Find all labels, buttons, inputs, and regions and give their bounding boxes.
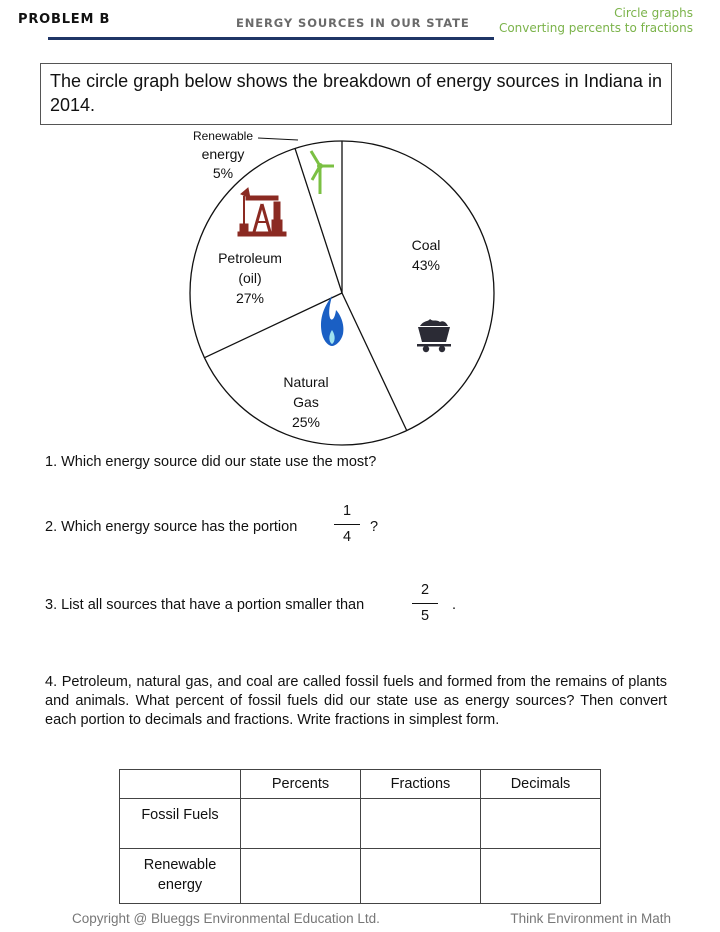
- row-label-renewable: Renewable energy: [120, 849, 241, 904]
- table-row: [120, 849, 601, 904]
- pie-label: Petroleum: [218, 250, 282, 266]
- question-3-text: 3. List all sources that have a portion smaller than: [45, 597, 365, 613]
- fraction-numerator: 2: [420, 582, 430, 598]
- topic-circle-graphs: Circle graphs: [614, 6, 693, 20]
- question-2-text: 2. Which energy source has the portion: [45, 519, 298, 535]
- answer-cell[interactable]: [241, 799, 361, 849]
- header-rule: [48, 37, 494, 40]
- answer-cell[interactable]: [241, 849, 361, 904]
- answer-cell[interactable]: [361, 799, 481, 849]
- worksheet-title: ENERGY SOURCES IN OUR STATE: [236, 16, 470, 30]
- problem-label: PROBLEM B: [18, 12, 111, 27]
- table-header-decimals: Decimals: [481, 770, 601, 799]
- intro-box: The circle graph below shows the breakdown of energy sources in Indiana in 2014.: [40, 63, 672, 125]
- fraction-one-quarter: [334, 503, 360, 545]
- table-header-fractions: Fractions: [361, 770, 481, 799]
- pie-chart: [150, 120, 530, 460]
- pie-label: Coal: [411, 237, 441, 253]
- question-1: 1. Which energy source did our state use the most?: [45, 454, 377, 470]
- pie-label: 25%: [291, 414, 321, 430]
- topic-converting: Converting percents to fractions: [498, 21, 693, 35]
- footer-copyright: Copyright @ Blueggs Environmental Education Ltd.: [72, 911, 380, 926]
- pie-label: Gas: [293, 394, 319, 410]
- question-2-end: ?: [370, 519, 379, 535]
- row-label-fossil-fuels: Fossil Fuels: [120, 799, 241, 849]
- table-header-blank: [120, 770, 241, 799]
- table-header-row: [120, 770, 601, 799]
- pie-label: energy: [201, 146, 245, 162]
- pie-label: (oil): [238, 270, 262, 286]
- fraction-bar: [334, 524, 360, 525]
- answer-cell[interactable]: [481, 799, 601, 849]
- table-header-percents: Percents: [241, 770, 361, 799]
- fraction-denominator: 5: [420, 608, 430, 624]
- pie-label: 43%: [411, 257, 441, 273]
- pie-label: Natural: [283, 374, 329, 390]
- fraction-numerator: 1: [342, 503, 352, 519]
- pie-label: 5%: [212, 165, 234, 181]
- fraction-denominator: 4: [342, 529, 352, 545]
- renewable-leader-line: [258, 138, 298, 140]
- fraction-two-fifths: [412, 582, 438, 624]
- answer-cell[interactable]: [481, 849, 601, 904]
- question-3-end: .: [452, 597, 457, 613]
- footer-tagline: Think Environment in Math: [510, 911, 671, 926]
- answer-table: [119, 769, 601, 904]
- fraction-bar: [412, 603, 438, 604]
- table-row: [120, 799, 601, 849]
- pie-label: 27%: [235, 290, 265, 306]
- question-4: 4. Petroleum, natural gas, and coal are called fossil fuels and formed from the remains of plants and animals. What percent of fossil fuels did our state use as energy sources? Then convert each portion to decimals and fractions. Write fractions in simplest form.: [45, 674, 667, 728]
- pie-label: Renewable: [192, 129, 254, 143]
- answer-cell[interactable]: [361, 849, 481, 904]
